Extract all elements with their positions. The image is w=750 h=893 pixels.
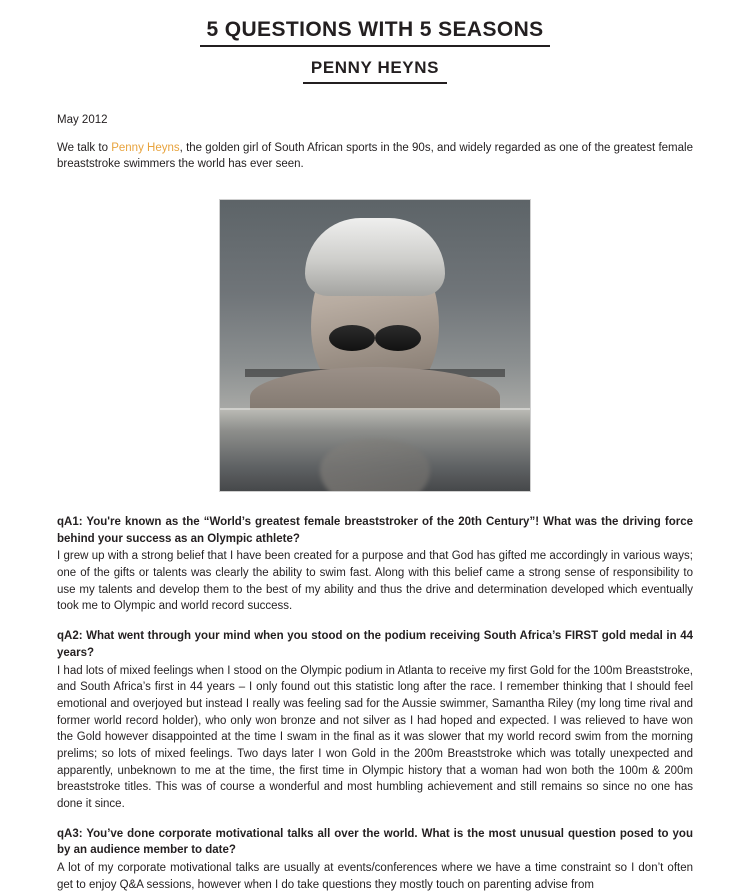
article-intro — [57, 140, 693, 173]
page-title: 5 QUESTIONS WITH 5 SEASONS — [200, 18, 549, 47]
intro-text-after: , the golden girl of South African sports in the 90s, and widely regarded as one of the greatest female breaststroke swimmers the world has ever seen. — [57, 141, 693, 171]
answer-3: A lot of my corporate motivational talks are usually at events/conferences where we have a time constraint so I don’t often get to enjoy Q&A sessions, however when I do take questions they mostly touch on parenting advise from — [57, 861, 693, 891]
qa-item-1 — [57, 514, 693, 615]
penny-heyns-photo — [219, 199, 531, 492]
photo-swim-cap — [305, 218, 445, 296]
qa-item-2 — [57, 628, 693, 812]
question-2: qA2: What went through your mind when you stood on the podium receiving South Africa’s FIRST gold medal in 44 years? — [57, 630, 693, 659]
photo-reflection — [320, 439, 430, 493]
answer-2: I had lots of mixed feelings when I stood on the Olympic podium in Atlanta to receive my first Gold for the 100m Breaststroke, and South Africa’s first in 44 years – I only found out this statistic long after the race. I remember thinking that I should feel emotional and overjoyed but instead I really was feeling sad for the Aussie swimmer, Samantha Riley (my long time rival and former world record holder), who only won bronze and not silver as I had hoped and expected. I was relieved to have won the Gold however disappointed at the time I swam in the final as it was slower that my world record swim from the morning prelims; so lots of mixed feelings. Two days later I won Gold in the 200m Breaststroke which was totally unexpected and apparently, unbeknown to me at the time, the first time in Olympic history that a woman had won both the 100m & 200m breaststroke titles. This was of course a wonderful and most humbling achievement and still remains so since no one has done it since. — [57, 664, 693, 810]
intro-text-before: We talk to — [57, 141, 112, 154]
article-content — [0, 114, 750, 893]
qa-item-3 — [57, 826, 693, 893]
document-header — [0, 0, 750, 84]
photo-goggle-left — [329, 325, 375, 351]
answer-1: I grew up with a strong belief that I have been created for a purpose and that God has gifted me accordingly in various ways; one of the gifts or talents was clearly the ability to swim fast. Along with this belief came a strong sense of responsibility to use my talents and develop them to the best of my ability and thus the drive and determination developed which eventually took me to Olympic and world record success. — [57, 550, 693, 613]
article-photo-container — [57, 199, 693, 492]
question-3: qA3: You’ve done corporate motivational talks all over the world. What is the most unusual question posed to you by an audience member to date? — [57, 827, 693, 857]
page-subtitle: PENNY HEYNS — [303, 59, 447, 84]
question-1: qA1: You're known as the “World’s greatest female breaststroker of the 20th Century”! What was the driving force behind your success as an Olympic athlete? — [57, 516, 693, 545]
penny-heyns-link[interactable]: Penny Heyns — [111, 141, 180, 154]
article-date: May 2012 — [57, 113, 108, 126]
photo-goggle-right — [375, 325, 421, 351]
